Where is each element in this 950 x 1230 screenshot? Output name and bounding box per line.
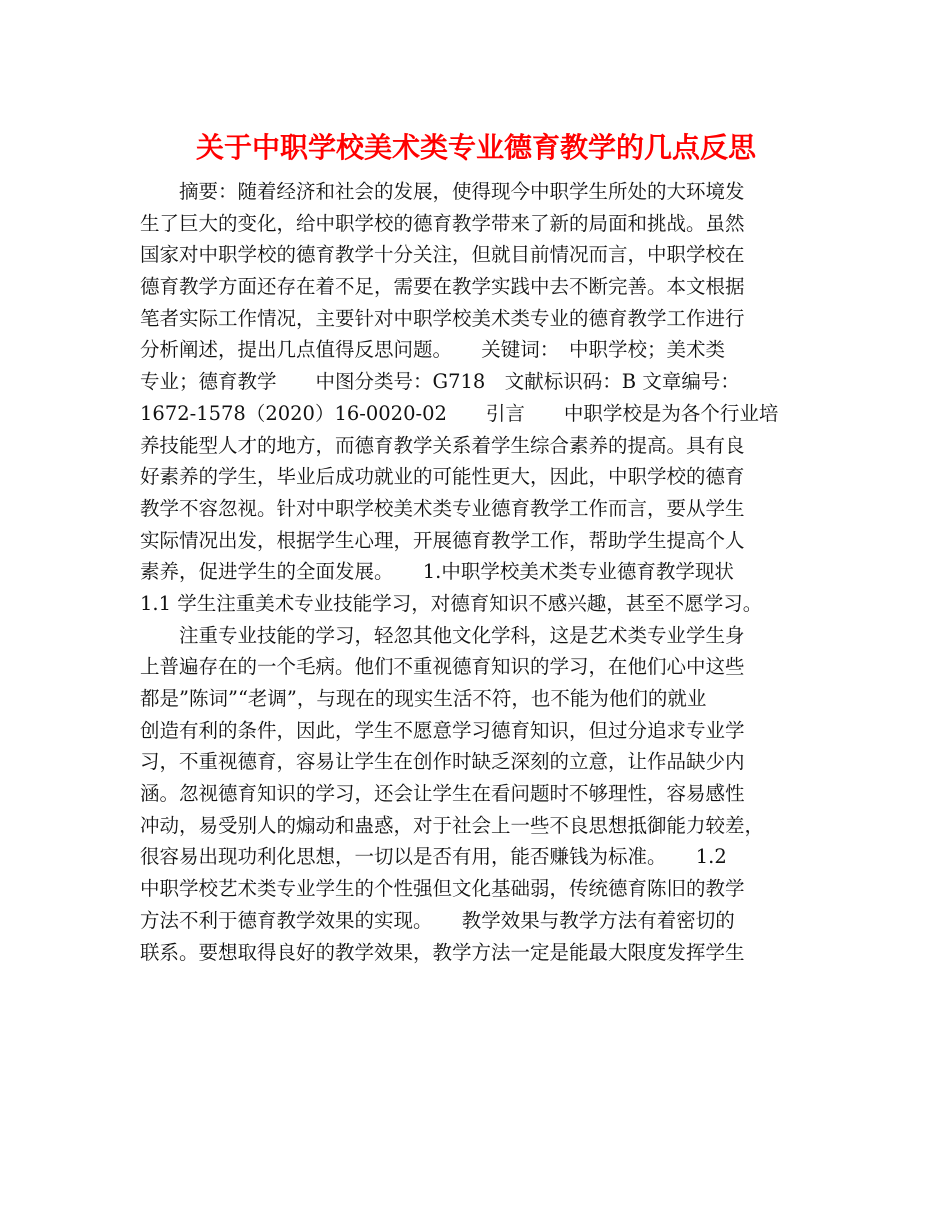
body-line: 都是”陈词”“老调”，与现在的现实生活不符，也不能为他们的就业 bbox=[140, 687, 707, 710]
body-line: 冲动，易受别人的煽动和蛊惑，对于社会上一些不良思想抵御能力较差， bbox=[140, 813, 765, 837]
body-line: 养技能型人才的地方，而德育教学关系着学生综合素养的提高。具有良 bbox=[140, 433, 745, 457]
body-line: 好素养的学生，毕业后成功就业的可能性更大，因此，中职学校的德育 bbox=[140, 465, 745, 489]
document-body bbox=[140, 176, 812, 968]
body-line: 习，不重视德育，容易让学生在创作时缺乏深刻的立意，让作品缺少内 bbox=[140, 750, 745, 774]
body-line: 德育教学方面还存在着不足，需要在教学实践中去不断完善。本文根据 bbox=[140, 275, 745, 299]
body-line: 注重专业技能的学习，轻忽其他文化学科，这是艺术类专业学生身 bbox=[140, 623, 745, 647]
body-line: 1.1 学生注重美术专业技能学习，对德育知识不感兴趣，甚至不愿学习。 bbox=[140, 591, 763, 615]
body-line: 素养，促进学生的全面发展。 1.中职学校美术类专业德育教学现状 bbox=[140, 560, 734, 584]
body-line: 方法不利于德育教学效果的实现。 教学效果与教学方法有着密切的 bbox=[140, 908, 735, 932]
body-line: 分析阐述，提出几点值得反思问题。 关键词： 中职学校；美术类 bbox=[140, 338, 726, 362]
body-line: 实际情况出发，根据学生心理，开展德育教学工作，帮助学生提高个人 bbox=[140, 528, 745, 552]
body-line: 联系。要想取得良好的教学效果，教学方法一定是能最大限度发挥学生 bbox=[140, 940, 745, 964]
body-line: 上普遍存在的一个毛病。他们不重视德育知识的学习，在他们心中这些 bbox=[140, 655, 745, 679]
body-line: 国家对中职学校的德育教学十分关注，但就目前情况而言，中职学校在 bbox=[140, 243, 745, 267]
body-line: 专业；德育教学 中图分类号：G718 文献标识码：B 文章编号： bbox=[140, 370, 740, 394]
body-line: 教学不容忽视。针对中职学校美术类专业德育教学工作而言，要从学生 bbox=[140, 496, 745, 520]
body-line: 很容易出现功利化思想，一切以是否有用，能否赚钱为标准。 1.2 bbox=[140, 845, 727, 869]
body-line: 摘要：随着经济和社会的发展，使得现今中职学生所处的大环境发 bbox=[140, 180, 745, 203]
body-line: 笔者实际工作情况，主要针对中职学校美术类专业的德育教学工作进行 bbox=[140, 306, 745, 330]
body-line: 1672-1578（2020）16-0020-02 引言 中职学校是为各个行业培 bbox=[140, 401, 779, 425]
body-line: 中职学校艺术类专业学生的个性强但文化基础弱，传统德育陈旧的教学 bbox=[140, 877, 745, 901]
body-line: 创造有利的条件，因此，学生不愿意学习德育知识，但过分追求专业学 bbox=[140, 718, 745, 742]
document-title: 关于中职学校美术类专业德育教学的几点反思 bbox=[195, 131, 756, 164]
body-line: 涵。忽视德育知识的学习，还会让学生在看问题时不够理性，容易感性 bbox=[140, 782, 745, 806]
body-line: 生了巨大的变化，给中职学校的德育教学带来了新的局面和挑战。虽然 bbox=[140, 211, 745, 235]
